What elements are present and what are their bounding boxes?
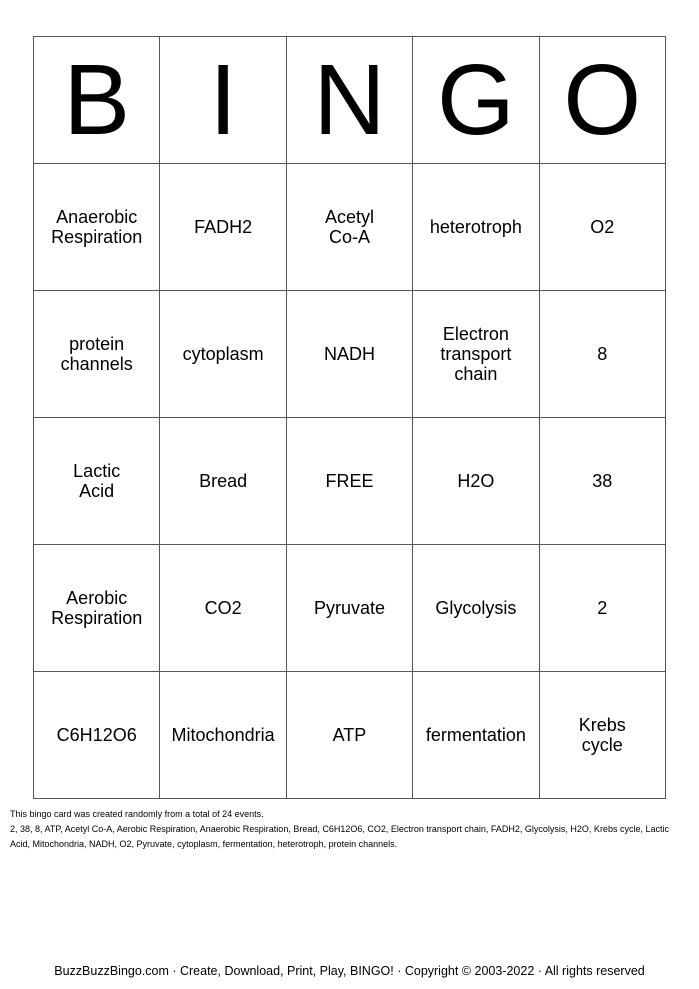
cell-text: 38 [592,471,613,491]
cell-text: Anaerobic Respiration [51,207,143,247]
cell-text: protein channels [60,334,133,374]
bingo-cell [286,545,412,672]
bingo-cell [413,418,539,545]
free-space-label: FREE [325,471,374,491]
bingo-cell [160,672,286,799]
bingo-card [33,36,666,799]
free-space-cell [286,418,412,545]
cell-text: Pyruvate [313,598,385,618]
card-generation-note [10,807,690,852]
cell-text: Bread [199,471,248,491]
site-footer: BuzzBuzzBingo.com · Create, Download, Print, Play, BINGO! · Copyright © 2003-2022 · All rights reserved [54,964,645,978]
bingo-cell [34,164,160,291]
bingo-cell [413,291,539,418]
cell-text: Krebs cycle [578,715,626,755]
cell-text: 8 [597,344,608,364]
header-letter-o: O [539,37,665,164]
cell-text: ATP [332,725,367,745]
bingo-cell [34,291,160,418]
cell-text: H2O [457,471,495,491]
bingo-row [34,164,666,291]
cell-text: 2 [597,598,608,618]
cell-text: heterotroph [429,217,522,237]
bingo-cell [286,672,412,799]
bingo-cell [34,545,160,672]
header-letter-i: I [160,37,286,164]
header-letter-g: G [413,37,539,164]
cell-text: NADH [323,344,375,364]
bingo-row [34,545,666,672]
note-summary: This bingo card was created randomly from a total of 24 events. [10,809,264,819]
bingo-cell [34,672,160,799]
bingo-cell [539,418,665,545]
note-event-list: 2, 38, 8, ATP, Acetyl Co-A, Aerobic Respiration, Anaerobic Respiration, Bread, C6H12O6, CO2, Electron transport chain, FADH2, Glycolysis, H2O, Krebs cycle, Lactic Acid, Mitochondria, NADH, O2, Pyruvate, cytoplasm, fermentation, heterotroph, protein channels. [10,824,669,849]
bingo-row [34,672,666,799]
bingo-cell [160,418,286,545]
cell-text: FADH2 [194,217,253,237]
bingo-cell [539,291,665,418]
header-letter-b: B [34,37,160,164]
cell-text: Mitochondria [171,725,275,745]
bingo-header-row [34,37,666,164]
bingo-cell [34,418,160,545]
bingo-cell [160,545,286,672]
bingo-cell [160,291,286,418]
cell-text: CO2 [204,598,242,618]
bingo-cell [413,164,539,291]
header-letter-n: N [286,37,412,164]
bingo-cell [160,164,286,291]
cell-text: O2 [590,217,615,237]
bingo-cell [539,672,665,799]
cell-text: fermentation [425,725,526,745]
cell-text: cytoplasm [182,344,264,364]
cell-text: Acetyl Co-A [324,207,374,247]
cell-text: Lactic Acid [73,461,121,501]
bingo-cell [539,164,665,291]
cell-text: Glycolysis [435,598,517,618]
cell-text: C6H12O6 [56,725,137,745]
bingo-cell [413,672,539,799]
bingo-cell [539,545,665,672]
bingo-row [34,418,666,545]
bingo-cell [286,164,412,291]
cell-text: Aerobic Respiration [51,588,143,628]
bingo-row [34,291,666,418]
cell-text: Electron transport chain [440,324,512,384]
bingo-cell [413,545,539,672]
bingo-cell [286,291,412,418]
